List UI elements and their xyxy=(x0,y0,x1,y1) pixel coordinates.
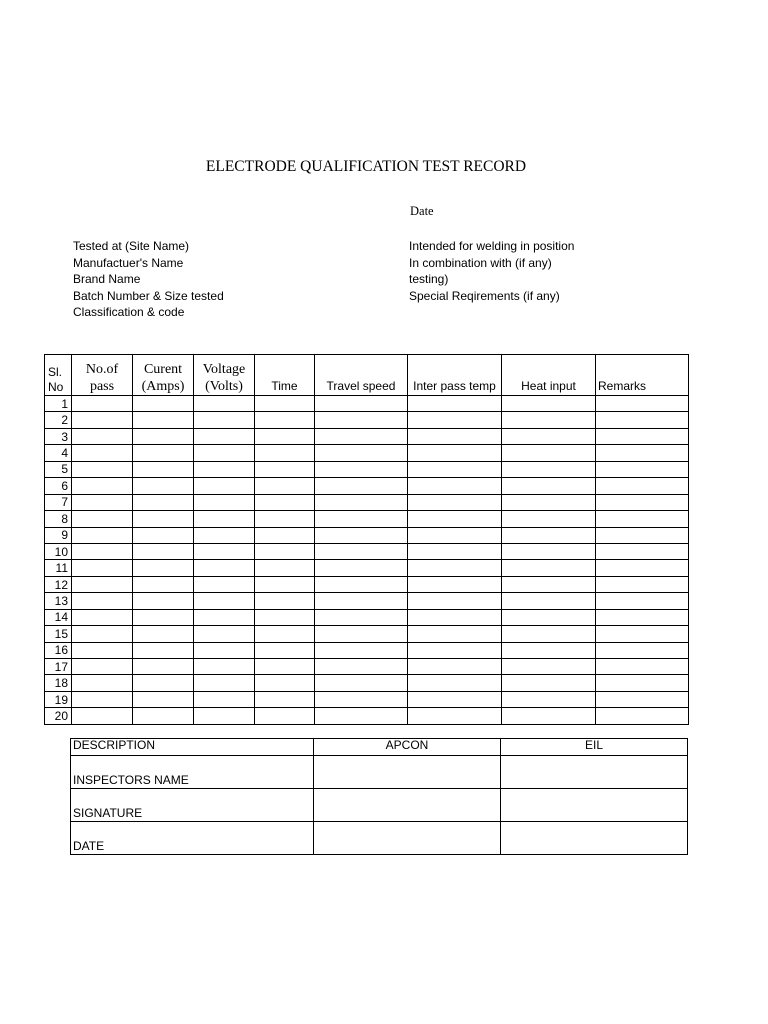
table-cell xyxy=(408,560,502,576)
table-cell xyxy=(502,576,596,592)
row-number: 15 xyxy=(45,626,72,642)
table-cell xyxy=(596,396,689,412)
table-row xyxy=(45,478,689,494)
table-cell xyxy=(72,576,133,592)
table-cell xyxy=(408,543,502,559)
table-cell xyxy=(315,642,408,658)
table-cell xyxy=(315,445,408,461)
table-cell xyxy=(72,396,133,412)
table-cell xyxy=(194,560,255,576)
table-cell xyxy=(72,659,133,675)
table-cell xyxy=(502,691,596,707)
signoff-cell-apcon xyxy=(314,756,501,789)
header-sl-no xyxy=(45,355,72,396)
table-cell xyxy=(596,691,689,707)
table-row xyxy=(45,675,689,691)
table-cell xyxy=(502,609,596,625)
date-label: Date xyxy=(410,204,434,218)
table-cell xyxy=(315,396,408,412)
table-cell xyxy=(408,527,502,543)
table-cell xyxy=(596,412,689,428)
table-cell xyxy=(133,527,194,543)
row-number: 10 xyxy=(45,543,72,559)
signoff-row-signature xyxy=(71,789,688,822)
table-cell xyxy=(255,445,315,461)
table-cell xyxy=(194,412,255,428)
header-no-of-pass xyxy=(72,355,133,396)
table-cell xyxy=(315,659,408,675)
table-cell xyxy=(194,576,255,592)
row-number: 3 xyxy=(45,428,72,444)
table-row xyxy=(45,691,689,707)
table-row xyxy=(45,609,689,625)
table-cell xyxy=(72,511,133,527)
table-row xyxy=(45,412,689,428)
signoff-label-date: DATE xyxy=(71,822,314,855)
table-cell xyxy=(72,412,133,428)
table-cell xyxy=(596,445,689,461)
table-cell xyxy=(315,560,408,576)
row-number: 18 xyxy=(45,675,72,691)
table-cell xyxy=(408,494,502,510)
header-voltage xyxy=(194,355,255,396)
table-cell xyxy=(133,626,194,642)
table-cell xyxy=(194,609,255,625)
header-current-line1: Curent xyxy=(143,362,183,377)
header-travel-speed: Travel speed xyxy=(315,355,408,396)
table-row xyxy=(45,428,689,444)
table-cell xyxy=(194,445,255,461)
signoff-table xyxy=(70,738,688,855)
row-number: 16 xyxy=(45,642,72,658)
table-row xyxy=(45,445,689,461)
table-cell xyxy=(133,659,194,675)
table-cell xyxy=(194,478,255,494)
signoff-header-row xyxy=(71,739,688,756)
table-row xyxy=(45,494,689,510)
header-inter-pass-temp: Inter pass temp xyxy=(408,355,502,396)
row-number: 11 xyxy=(45,560,72,576)
table-cell xyxy=(502,511,596,527)
table-cell xyxy=(502,412,596,428)
table-cell xyxy=(502,543,596,559)
table-cell xyxy=(133,576,194,592)
table-cell xyxy=(596,593,689,609)
table-cell xyxy=(72,445,133,461)
table-cell xyxy=(408,642,502,658)
table-row xyxy=(45,593,689,609)
table-cell xyxy=(596,708,689,724)
table-cell xyxy=(194,659,255,675)
table-cell xyxy=(502,708,596,724)
table-cell xyxy=(315,576,408,592)
table-cell xyxy=(255,576,315,592)
header-sl-line2: No xyxy=(48,380,64,394)
table-cell xyxy=(596,543,689,559)
table-cell xyxy=(133,445,194,461)
table-cell xyxy=(133,511,194,527)
table-cell xyxy=(255,593,315,609)
table-cell xyxy=(502,642,596,658)
table-cell xyxy=(133,428,194,444)
test-record-table xyxy=(44,354,689,725)
signoff-cell-apcon xyxy=(314,789,501,822)
table-cell xyxy=(255,511,315,527)
table-cell xyxy=(408,461,502,477)
table-cell xyxy=(133,675,194,691)
row-number: 12 xyxy=(45,576,72,592)
table-row xyxy=(45,461,689,477)
header-voltage-line1: Voltage xyxy=(202,362,246,377)
signoff-header-eil: EIL xyxy=(501,739,688,756)
table-cell xyxy=(72,642,133,658)
table-row xyxy=(45,560,689,576)
table-cell xyxy=(408,593,502,609)
table-cell xyxy=(596,609,689,625)
table-cell xyxy=(255,412,315,428)
table-cell xyxy=(72,428,133,444)
table-cell xyxy=(194,428,255,444)
field-label-welding-position: Intended for welding in position xyxy=(409,239,575,253)
table-cell xyxy=(133,691,194,707)
table-cell xyxy=(315,626,408,642)
row-number: 5 xyxy=(45,461,72,477)
table-cell xyxy=(408,659,502,675)
field-label-brand-name: Brand Name xyxy=(73,272,141,286)
row-number: 7 xyxy=(45,494,72,510)
table-cell xyxy=(596,428,689,444)
table-cell xyxy=(255,461,315,477)
table-row xyxy=(45,527,689,543)
signoff-cell-eil xyxy=(501,822,688,855)
table-cell xyxy=(133,708,194,724)
table-cell xyxy=(315,609,408,625)
table-cell xyxy=(194,708,255,724)
table-cell xyxy=(408,428,502,444)
table-cell xyxy=(502,445,596,461)
right-field-list xyxy=(409,238,574,304)
header-remarks: Remarks xyxy=(596,355,689,396)
table-cell xyxy=(194,511,255,527)
table-cell xyxy=(315,412,408,428)
table-header-row xyxy=(45,355,689,396)
signoff-row-date xyxy=(71,822,688,855)
field-label-testing: testing) xyxy=(409,272,449,286)
table-cell xyxy=(133,543,194,559)
table-cell xyxy=(596,659,689,675)
table-cell xyxy=(408,445,502,461)
row-number: 17 xyxy=(45,659,72,675)
table-cell xyxy=(502,659,596,675)
table-cell xyxy=(408,511,502,527)
table-cell xyxy=(72,461,133,477)
table-cell xyxy=(194,593,255,609)
table-cell xyxy=(596,675,689,691)
signoff-cell-apcon xyxy=(314,822,501,855)
row-number: 4 xyxy=(45,445,72,461)
table-cell xyxy=(133,593,194,609)
signoff-row-inspectors-name xyxy=(71,756,688,789)
signoff-label-inspectors-name: INSPECTORS NAME xyxy=(71,756,314,789)
header-pass-line2: pass xyxy=(89,379,115,394)
table-row xyxy=(45,576,689,592)
table-cell xyxy=(72,478,133,494)
table-cell xyxy=(194,675,255,691)
table-cell xyxy=(255,626,315,642)
left-field-list xyxy=(73,238,224,321)
table-cell xyxy=(596,527,689,543)
table-row xyxy=(45,708,689,724)
table-cell xyxy=(596,511,689,527)
table-cell xyxy=(315,478,408,494)
table-cell xyxy=(596,478,689,494)
signoff-header-apcon: APCON xyxy=(314,739,501,756)
table-cell xyxy=(72,543,133,559)
header-pass-line1: No.of xyxy=(85,362,119,377)
row-number: 8 xyxy=(45,511,72,527)
table-cell xyxy=(194,642,255,658)
table-cell xyxy=(315,675,408,691)
page-title: ELECTRODE QUALIFICATION TEST RECORD xyxy=(205,158,527,175)
table-cell xyxy=(596,576,689,592)
table-cell xyxy=(72,527,133,543)
table-cell xyxy=(72,708,133,724)
table-cell xyxy=(502,675,596,691)
table-cell xyxy=(315,593,408,609)
field-label-special-requirements: Special Reqirements (if any) xyxy=(409,288,560,303)
table-cell xyxy=(315,691,408,707)
table-row xyxy=(45,511,689,527)
row-number: 6 xyxy=(45,478,72,494)
table-cell xyxy=(408,478,502,494)
table-cell xyxy=(502,494,596,510)
field-label-tested-at: Tested at (Site Name) xyxy=(73,239,190,253)
table-cell xyxy=(255,675,315,691)
table-cell xyxy=(502,527,596,543)
table-cell xyxy=(408,675,502,691)
table-cell xyxy=(72,593,133,609)
table-cell xyxy=(194,691,255,707)
table-cell xyxy=(133,478,194,494)
table-cell xyxy=(408,626,502,642)
table-cell xyxy=(502,626,596,642)
table-cell xyxy=(72,626,133,642)
header-voltage-line2: (Volts) xyxy=(205,379,243,394)
table-cell xyxy=(255,494,315,510)
table-cell xyxy=(502,478,596,494)
field-label-manufacturer: Manufactuer's Name xyxy=(73,255,184,270)
table-cell xyxy=(596,560,689,576)
table-cell xyxy=(133,560,194,576)
field-label-batch-number: Batch Number & Size tested xyxy=(73,288,224,303)
table-cell xyxy=(72,560,133,576)
table-cell xyxy=(255,659,315,675)
table-cell xyxy=(502,428,596,444)
header-time: Time xyxy=(255,355,315,396)
table-cell xyxy=(133,412,194,428)
table-cell xyxy=(255,428,315,444)
table-cell xyxy=(315,428,408,444)
table-row xyxy=(45,396,689,412)
table-cell xyxy=(72,675,133,691)
table-cell xyxy=(596,642,689,658)
table-cell xyxy=(72,494,133,510)
table-cell xyxy=(194,626,255,642)
table-cell xyxy=(255,560,315,576)
table-cell xyxy=(502,461,596,477)
table-cell xyxy=(255,478,315,494)
table-cell xyxy=(255,543,315,559)
table-cell xyxy=(194,494,255,510)
header-heat-input: Heat input xyxy=(502,355,596,396)
table-cell xyxy=(194,461,255,477)
row-number: 13 xyxy=(45,593,72,609)
table-cell xyxy=(408,708,502,724)
table-cell xyxy=(315,527,408,543)
table-cell xyxy=(408,412,502,428)
table-cell xyxy=(133,461,194,477)
table-cell xyxy=(596,494,689,510)
header-current xyxy=(133,355,194,396)
table-cell xyxy=(194,396,255,412)
signoff-cell-eil xyxy=(501,789,688,822)
row-number: 14 xyxy=(45,609,72,625)
table-row xyxy=(45,642,689,658)
field-label-combination: In combination with (if any) xyxy=(409,255,552,270)
table-row xyxy=(45,659,689,675)
table-cell xyxy=(255,396,315,412)
table-cell xyxy=(72,609,133,625)
signoff-header-description: DESCRIPTION xyxy=(71,739,314,756)
row-number: 20 xyxy=(45,708,72,724)
row-number: 9 xyxy=(45,527,72,543)
table-cell xyxy=(502,593,596,609)
table-cell xyxy=(315,461,408,477)
row-number: 2 xyxy=(45,412,72,428)
header-sl-line1: Sl. xyxy=(48,365,63,379)
table-row xyxy=(45,543,689,559)
table-cell xyxy=(255,527,315,543)
table-cell xyxy=(255,691,315,707)
table-cell xyxy=(133,494,194,510)
signoff-cell-eil xyxy=(501,756,688,789)
table-cell xyxy=(596,626,689,642)
table-cell xyxy=(502,396,596,412)
table-row xyxy=(45,626,689,642)
table-cell xyxy=(408,396,502,412)
header-current-line2: (Amps) xyxy=(141,379,185,394)
table-cell xyxy=(255,609,315,625)
table-cell xyxy=(315,494,408,510)
signoff-label-signature: SIGNATURE xyxy=(71,789,314,822)
table-cell xyxy=(408,576,502,592)
table-cell xyxy=(315,708,408,724)
table-cell xyxy=(194,527,255,543)
table-cell xyxy=(194,543,255,559)
table-cell xyxy=(408,691,502,707)
table-cell xyxy=(72,691,133,707)
field-label-classification: Classification & code xyxy=(73,305,185,319)
row-number: 1 xyxy=(45,396,72,412)
table-cell xyxy=(502,560,596,576)
table-cell xyxy=(255,642,315,658)
table-cell xyxy=(133,642,194,658)
table-cell xyxy=(315,543,408,559)
row-number: 19 xyxy=(45,691,72,707)
table-cell xyxy=(133,609,194,625)
table-cell xyxy=(315,511,408,527)
table-cell xyxy=(255,708,315,724)
table-cell xyxy=(408,609,502,625)
table-body xyxy=(45,396,689,725)
table-cell xyxy=(596,461,689,477)
table-cell xyxy=(133,396,194,412)
